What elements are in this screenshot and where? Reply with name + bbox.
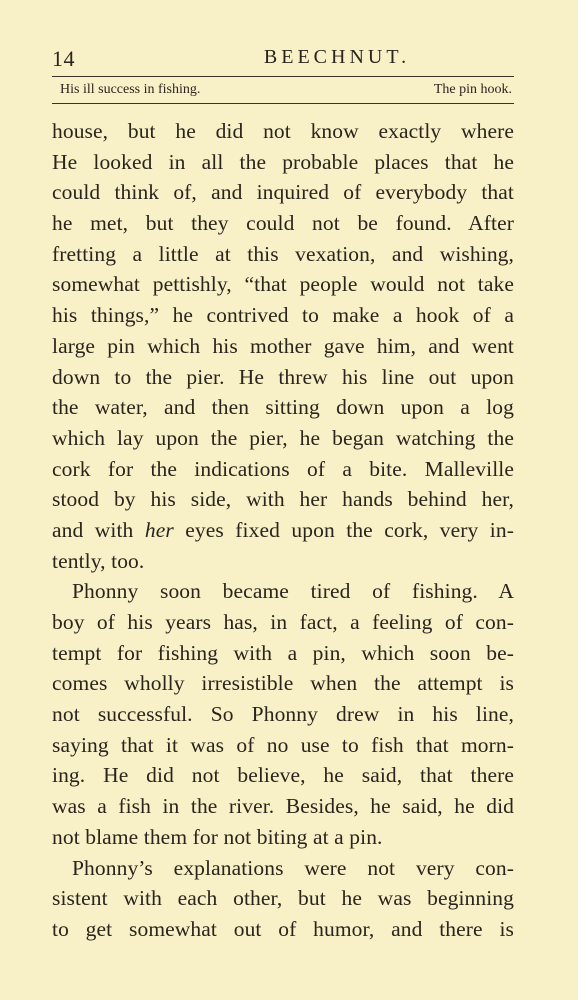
text-line: he met, but they could not be found. After [52, 211, 514, 236]
text-line: Phonny soon became tired of fishing. A [72, 579, 514, 604]
text-line: was a fish in the river. Besides, he said, he did [52, 794, 514, 819]
text-line: boy of his years has, in fact, a feeling of con- [52, 610, 514, 634]
marginal-notes [60, 82, 512, 102]
text-line: the water, and then sitting down upon a log [52, 395, 514, 420]
text-line: which lay upon the pier, he began watching the [52, 425, 514, 450]
text-line: stood by his side, with her hands behind her, [52, 487, 514, 512]
text-line: to get somewhat out of humor, and there is [52, 916, 514, 941]
marginal-note-right: The pin hook. [433, 82, 512, 97]
text-line: He looked in all the probable places that he [52, 149, 514, 174]
text-line: could think of, and inquired of everybody that [52, 180, 514, 205]
page-number: 14 [52, 46, 75, 71]
text-line: somewhat pettishly, “that people would not take [52, 272, 514, 297]
emphasized-word: her [144, 517, 174, 542]
text-line: not successful. So Phonny drew in his line, [52, 702, 514, 727]
text-line: large pin which his mother gave him, and went [52, 333, 514, 358]
page-header [52, 44, 514, 76]
running-title: BEECHNUT. [263, 46, 411, 68]
text-line: comes wholly irresistible when the attempt is [52, 671, 514, 696]
text-line: ing. He did not believe, he said, that there [52, 763, 514, 788]
text-line: sistent with each other, but he was beginning [52, 886, 514, 911]
header-rule-top [52, 76, 514, 77]
text-line: saying that it was of no use to fish that morn- [52, 732, 514, 757]
body-text [52, 116, 514, 945]
marginal-note-left: His ill success in fishing. [60, 82, 201, 97]
text-line: tently, too. [52, 548, 145, 573]
text-line: not blame them for not biting at a pin. [52, 824, 383, 849]
text-line: house, but he did not know exactly where [52, 119, 514, 143]
text-line: down to the pier. He threw his line out upon [52, 364, 514, 389]
text-line: tempt for fishing with a pin, which soon be- [52, 640, 514, 665]
text-line: his things,” he contrived to make a hook of a [52, 303, 514, 328]
text-line: Phonny’s explanations were not very con- [72, 855, 514, 880]
text-line: and with her eyes fixed upon the cork, very in- [52, 517, 514, 542]
text-line: fretting a little at this vexation, and wishing, [52, 241, 514, 266]
text-line: cork for the indications of a bite. Malleville [52, 456, 514, 481]
header-rule-bottom [52, 103, 514, 104]
